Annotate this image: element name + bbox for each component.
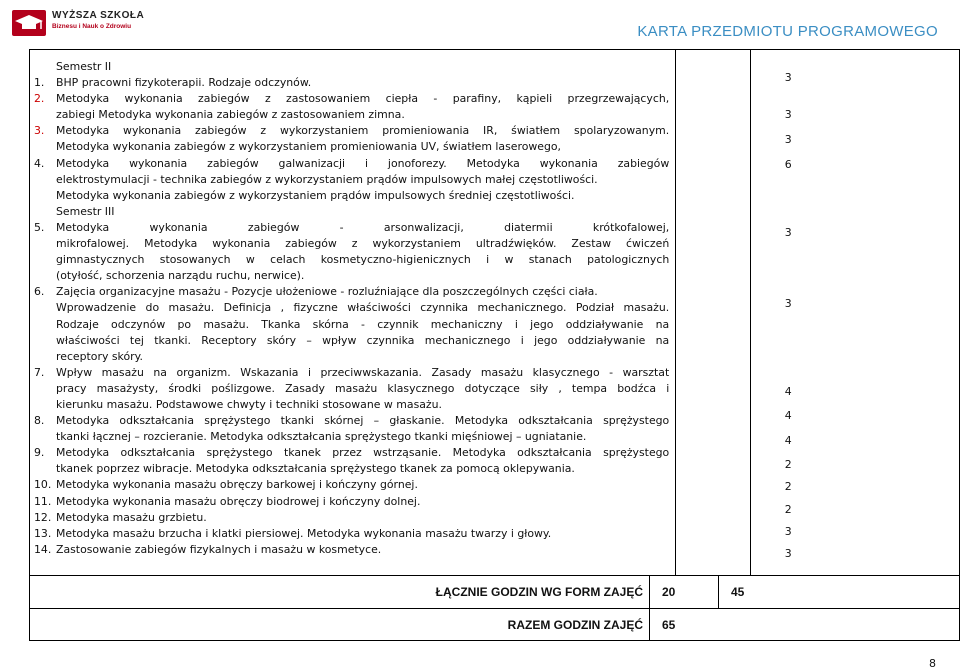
list-item: 2. Metodyka wykonania zabiegów z zastosowaniem ciepła - parafiny, kąpieli przegrzewających, [34, 92, 670, 106]
list-item-line: (otyłość, schorzenia narządu ruchu, nerwice). [56, 269, 305, 283]
list-item: 8. Metodyka odkształcania sprężystego tkanki skórnej – głaskanie. Metodyka odkształcania sprężystego [34, 414, 670, 428]
school-logo [10, 8, 145, 38]
hours-value: 3 [784, 108, 792, 121]
list-item-line: pracy masażysty, środki poślizgowe. Zasady masażu klasycznego dotyczące siły , tempa bodźca i [56, 381, 670, 395]
hours-value: 4 [784, 385, 792, 398]
total-hours-row [29, 608, 960, 641]
logo-subtitle: Biznesu i Nauk o Zdrowiu [52, 23, 132, 30]
logo-name: WYŻSZA SZKOŁA [52, 10, 145, 21]
list-item: 3. Metodyka wykonania zabiegów z wykorzystaniem promieniowania IR, światłem spolaryzowanym. [34, 124, 670, 138]
list-item-line: właściwości tej tkanki. Receptory skóry – wpływ czynnika mechanicznego i jego oddziaływanie na [56, 333, 670, 347]
list-item: 9. Metodyka odkształcania sprężystego tkanek przez wstrząsanie. Metodyka odkształcania sprężystego [34, 446, 670, 460]
hours-column-b [750, 50, 959, 576]
list-item-line: Metodyka wykonania zabiegów z wykorzystaniem promieniowania UV, światłem laserowego, [56, 140, 562, 154]
list-item-line: mikrofalowej. Metodyka wykonania zabiegów z wykorzystaniem ultradźwięków. Zestaw ćwiczeń [56, 237, 670, 251]
hours-value: 3 [784, 71, 792, 84]
content-list [34, 59, 669, 558]
list-item-line: Rodzaje odczynów po masażu. Tkanka skórna - czynnik mechaniczny i jego oddziaływanie na [56, 317, 670, 331]
list-item-line: elektrostymulacji - technika zabiegów z wykorzystaniem prądów impulsowych małej częstotliwości. [56, 172, 598, 186]
total-hours-label: RAZEM GODZIN ZAJĘĆ [30, 609, 650, 641]
list-item: 14. Zastosowanie zabiegów fizykalnych i masażu w kosmetyce. [34, 542, 382, 556]
total-hours-value: 65 [650, 609, 960, 641]
list-item-line: Wprowadzenie do masażu. Definicja , fizyczne właściwości czynnika mechanicznego. Podział masażu. [56, 301, 670, 315]
hours-value: 2 [784, 503, 792, 516]
list-item-line: gimnastycznych stosowanych w celach kosmetyczno-higienicznych i w stanach patologicznych [56, 253, 670, 267]
list-item: 10. Metodyka wykonania masażu obręczy barkowej i kończyny górnej. [34, 478, 418, 492]
content-cell [30, 50, 676, 576]
list-item: 6. Zajęcia organizacyjne masażu - Pozycje ułożeniowe - rozluźniające dla poszczególnych części ciała. [34, 285, 598, 299]
page-number: 8 [929, 657, 936, 670]
list-item: 11. Metodyka wykonania masażu obręczy biodrowej i kończyny dolnej. [34, 494, 421, 508]
list-item-line: Metodyka wykonania zabiegów z wykorzystaniem prądów impulsowych średniej częstotliwości. [56, 188, 575, 202]
graduation-cap-icon [12, 10, 46, 36]
program-table [29, 49, 960, 576]
list-item-line: kierunku masażu. Podstawowe chwyty i techniki stosowane w masażu. [56, 397, 442, 411]
list-item: 4. Metodyka wykonania zabiegów galwanizacji i jonoforezy. Metodyka wykonania zabiegów [34, 156, 670, 170]
total-by-form-row [29, 575, 960, 609]
semester-heading: Semestr II [56, 60, 112, 73]
hours-value: 3 [784, 525, 792, 538]
hours-value: 3 [784, 226, 792, 239]
hours-value: 2 [784, 458, 792, 471]
list-item: 7. Wpływ masażu na organizm. Wskazania i przeciwwskazania. Zasady masażu klasycznego - warsztat [34, 365, 670, 379]
hours-list [751, 50, 959, 575]
hours-value: 6 [784, 158, 792, 171]
page-title: KARTA PRZEDMIOTU PROGRAMOWEGO [637, 23, 938, 40]
list-item: 13. Metodyka masażu brzucha i klatki piersiowej. Metodyka wykonania masażu twarzy i głowy. [34, 526, 552, 540]
list-item-line: receptory skóry. [56, 349, 143, 363]
list-item: 1. BHP pracowni fizykoterapii. Rodzaje odczynów. [34, 76, 312, 90]
hours-value: 4 [784, 434, 792, 447]
list-item-line: tkanek poprzez wibracje. Metodyka odkształcania sprężystego tkanek za pomocą oklepywania. [56, 462, 575, 476]
list-item-line: zabiegi Metodyka wykonania zabiegów z zastosowaniem zimna. [56, 108, 405, 122]
list-item: 5. Metodyka wykonania zabiegów - arsonwalizacji, diatermii krótkofalowej, [34, 220, 670, 234]
list-item: 12. Metodyka masażu grzbietu. [34, 510, 207, 524]
hours-value: 3 [784, 547, 792, 560]
list-item-line: tkanki łącznej – rozcieranie. Metodyka odkształcania sprężystego tkanki mięśniowej – ugniatanie. [56, 430, 587, 444]
hours-value: 2 [784, 480, 792, 493]
total-by-form-label: ŁĄCZNIE GODZIN WG FORM ZAJĘĆ [30, 576, 650, 609]
hours-column-a [676, 50, 751, 576]
hours-value: 4 [784, 409, 792, 422]
total-by-form-value-b: 45 [719, 576, 960, 609]
hours-value: 3 [784, 297, 792, 310]
hours-value: 3 [784, 133, 792, 146]
total-by-form-value-a: 20 [650, 576, 719, 609]
semester-heading: Semestr III [56, 204, 115, 218]
